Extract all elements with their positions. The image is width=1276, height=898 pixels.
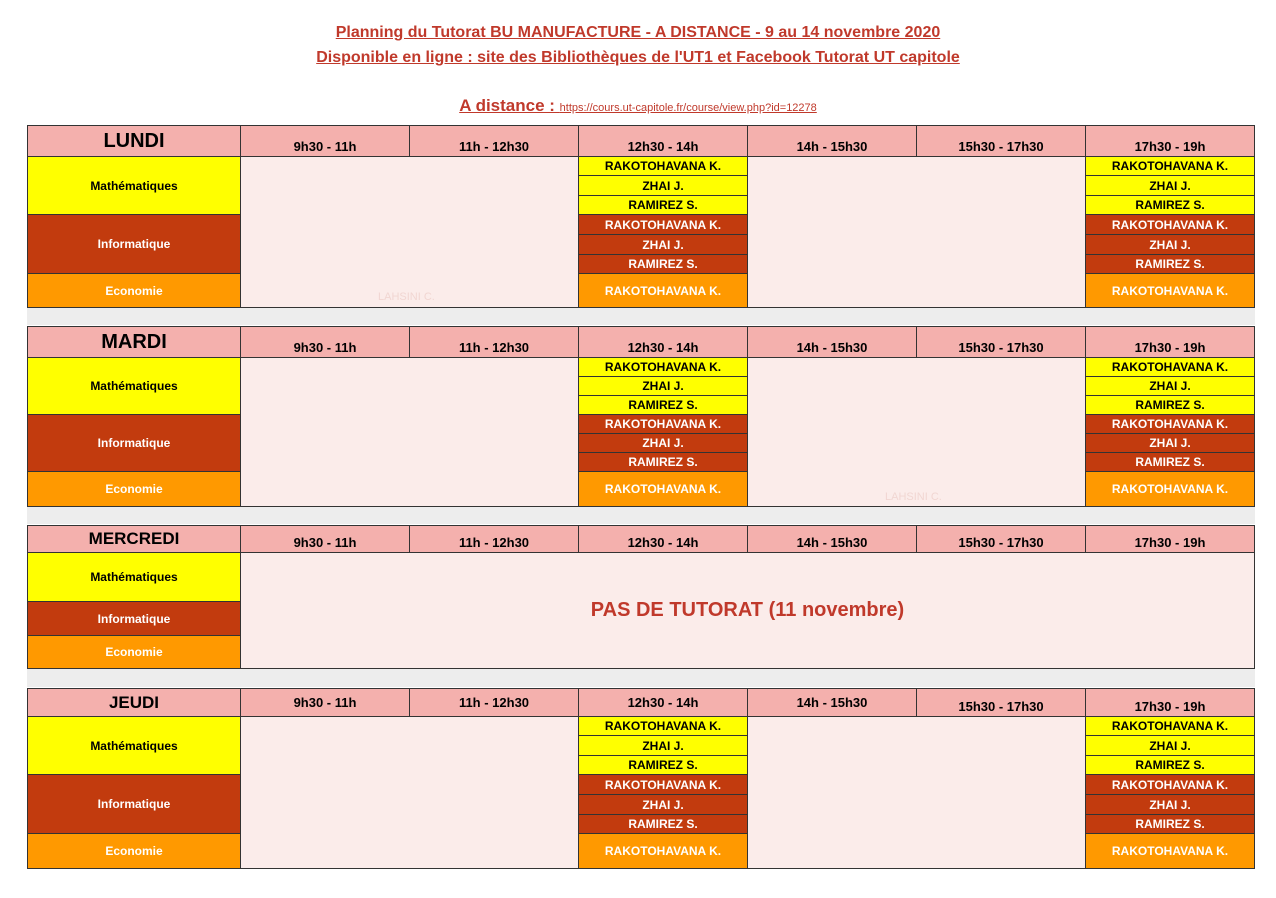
subject-eco: Economie xyxy=(28,472,241,507)
day-label: MARDI xyxy=(28,327,241,358)
schedule-lundi xyxy=(27,125,1255,308)
day-label: LUNDI xyxy=(28,126,241,157)
tutor-cell: RAMIREZ S. xyxy=(1086,756,1255,775)
tutor-cell: ZHAI J. xyxy=(579,795,748,815)
tutor-cell: RAKOTOHAVANA K. xyxy=(579,834,748,869)
time-slot-header: 15h30 - 17h30 xyxy=(917,327,1086,358)
time-slot-header: 12h30 - 14h xyxy=(579,126,748,157)
tutor-cell: ZHAI J. xyxy=(1086,235,1255,255)
tutor-cell: RAKOTOHAVANA K. xyxy=(579,775,748,795)
tutor-cell: RAKOTOHAVANA K. xyxy=(1086,358,1255,377)
tutor-cell: RAMIREZ S. xyxy=(579,453,748,472)
tutor-cell: RAKOTOHAVANA K. xyxy=(579,157,748,176)
time-slot-header: 12h30 - 14h xyxy=(579,689,748,717)
subject-info: Informatique xyxy=(28,602,241,636)
time-slot-header: 11h - 12h30 xyxy=(410,526,579,553)
empty-slot xyxy=(748,358,1086,507)
no-tutoring-notice: PAS DE TUTORAT (11 novembre) xyxy=(241,553,1255,669)
empty-slot xyxy=(241,157,579,308)
tutor-cell: RAMIREZ S. xyxy=(1086,815,1255,834)
time-slot-header: 14h - 15h30 xyxy=(748,126,917,157)
tutor-cell: ZHAI J. xyxy=(1086,176,1255,196)
day-separator xyxy=(27,507,1255,524)
tutor-cell: RAMIREZ S. xyxy=(579,815,748,834)
tutor-cell: RAKOTOHAVANA K. xyxy=(579,415,748,434)
time-slot-header: 15h30 - 17h30 xyxy=(917,689,1086,717)
time-slot-header: 11h - 12h30 xyxy=(410,689,579,717)
time-slot-header: 9h30 - 11h xyxy=(241,327,410,358)
time-slot-header: 12h30 - 14h xyxy=(579,327,748,358)
tutor-cell: RAMIREZ S. xyxy=(1086,396,1255,415)
subject-eco: Economie xyxy=(28,636,241,669)
time-slot-header: 11h - 12h30 xyxy=(410,327,579,358)
day-separator xyxy=(27,308,1255,325)
subject-eco: Economie xyxy=(28,274,241,308)
ghost-text: LAHSINI C. xyxy=(378,291,435,303)
time-slot-header: 9h30 - 11h xyxy=(241,126,410,157)
tutor-cell: RAMIREZ S. xyxy=(1086,255,1255,274)
time-slot-header: 17h30 - 19h xyxy=(1086,689,1255,717)
subject-maths: Mathématiques xyxy=(28,157,241,215)
ghost-text: LAHSINI C. xyxy=(885,491,942,503)
time-slot-header: 9h30 - 11h xyxy=(241,689,410,717)
subject-info: Informatique xyxy=(28,775,241,834)
tutor-cell: ZHAI J. xyxy=(579,736,748,756)
distance-label: A distance : xyxy=(459,96,560,115)
tutor-cell: RAKOTOHAVANA K. xyxy=(579,472,748,507)
tutor-cell: ZHAI J. xyxy=(579,434,748,453)
schedule-mercredi xyxy=(27,525,1255,669)
tutor-cell: ZHAI J. xyxy=(1086,377,1255,396)
tutor-cell: RAKOTOHAVANA K. xyxy=(1086,775,1255,795)
title-line-1: Planning du Tutorat BU MANUFACTURE - A DISTANCE - 9 au 14 novembre 2020 xyxy=(335,24,941,41)
distance-line xyxy=(0,96,1276,116)
tutor-cell: RAKOTOHAVANA K. xyxy=(1086,472,1255,507)
tutor-cell: RAKOTOHAVANA K. xyxy=(1086,415,1255,434)
subject-info: Informatique xyxy=(28,215,241,274)
time-slot-header: 17h30 - 19h xyxy=(1086,526,1255,553)
tutor-cell: RAMIREZ S. xyxy=(579,756,748,775)
subject-maths: Mathématiques xyxy=(28,717,241,775)
tutor-cell: RAKOTOHAVANA K. xyxy=(1086,834,1255,869)
tutor-cell: RAMIREZ S. xyxy=(579,255,748,274)
tutor-cell: RAKOTOHAVANA K. xyxy=(1086,717,1255,736)
day-label: JEUDI xyxy=(28,689,241,717)
day-label: MERCREDI xyxy=(28,526,241,553)
schedule-jeudi xyxy=(27,688,1255,869)
empty-slot xyxy=(241,717,579,869)
tutor-cell: RAKOTOHAVANA K. xyxy=(579,717,748,736)
empty-slot xyxy=(748,717,1086,869)
schedule-mardi xyxy=(27,326,1255,507)
time-slot-header: 17h30 - 19h xyxy=(1086,327,1255,358)
empty-slot xyxy=(748,157,1086,308)
tutor-cell: RAKOTOHAVANA K. xyxy=(1086,215,1255,235)
subject-maths: Mathématiques xyxy=(28,553,241,602)
time-slot-header: 15h30 - 17h30 xyxy=(917,526,1086,553)
tutor-cell: RAMIREZ S. xyxy=(579,396,748,415)
tutor-cell: RAMIREZ S. xyxy=(579,196,748,215)
subject-eco: Economie xyxy=(28,834,241,869)
title-line-2[interactable]: Disponible en ligne : site des Bibliothèques de l'UT1 et Facebook Tutorat UT capitole xyxy=(316,49,960,66)
empty-slot xyxy=(241,358,579,507)
tutor-cell: RAMIREZ S. xyxy=(1086,453,1255,472)
tutor-cell: ZHAI J. xyxy=(579,176,748,196)
time-slot-header: 14h - 15h30 xyxy=(748,689,917,717)
tutor-cell: RAKOTOHAVANA K. xyxy=(579,215,748,235)
tutor-cell: ZHAI J. xyxy=(579,235,748,255)
time-slot-header: 17h30 - 19h xyxy=(1086,126,1255,157)
tutor-cell: ZHAI J. xyxy=(1086,736,1255,756)
time-slot-header: 12h30 - 14h xyxy=(579,526,748,553)
tutor-cell: RAKOTOHAVANA K. xyxy=(1086,274,1255,308)
subject-info: Informatique xyxy=(28,415,241,472)
subject-maths: Mathématiques xyxy=(28,358,241,415)
tutor-cell: RAKOTOHAVANA K. xyxy=(579,358,748,377)
tutor-cell: RAMIREZ S. xyxy=(1086,196,1255,215)
day-separator xyxy=(27,669,1255,687)
distance-url-link[interactable]: https://cours.ut-capitole.fr/course/view.php?id=12278 xyxy=(559,102,817,114)
tutor-cell: ZHAI J. xyxy=(1086,434,1255,453)
time-slot-header: 14h - 15h30 xyxy=(748,526,917,553)
time-slot-header: 15h30 - 17h30 xyxy=(917,126,1086,157)
tutor-cell: ZHAI J. xyxy=(1086,795,1255,815)
time-slot-header: 11h - 12h30 xyxy=(410,126,579,157)
time-slot-header: 14h - 15h30 xyxy=(748,327,917,358)
tutor-cell: RAKOTOHAVANA K. xyxy=(579,274,748,308)
tutor-cell: ZHAI J. xyxy=(579,377,748,396)
time-slot-header: 9h30 - 11h xyxy=(241,526,410,553)
tutor-cell: RAKOTOHAVANA K. xyxy=(1086,157,1255,176)
